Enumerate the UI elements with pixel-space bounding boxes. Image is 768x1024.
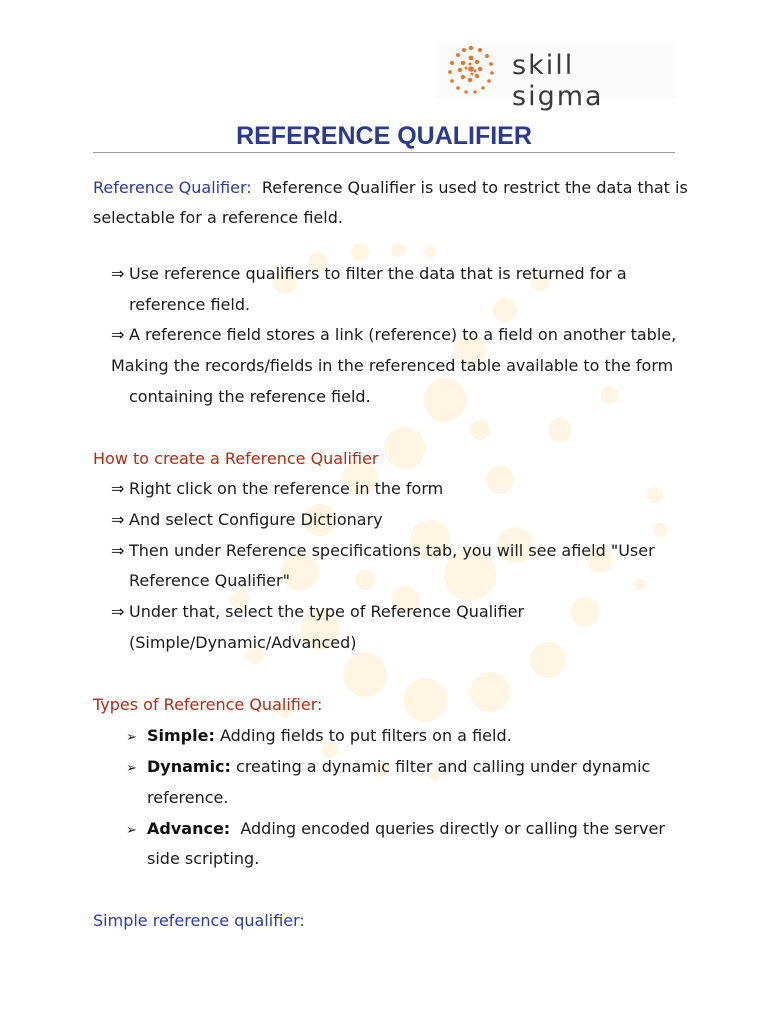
triangle-bullet-icon: ➢ — [126, 823, 137, 838]
list-item-continuation: side scripting. — [147, 849, 260, 868]
section-heading-types: Types of Reference Qualifier: — [93, 695, 323, 714]
list-item-advance: ➢ Advance: Adding encoded queries directly or calling the server — [126, 819, 665, 841]
list-item-continuation: Reference Qualifier" — [129, 571, 290, 590]
arrow-icon: ⇒ — [111, 264, 125, 283]
list-item-simple: ➢ Simple: Adding fields to put filters on a field. — [126, 726, 512, 748]
list-item: ⇒ A reference field stores a link (reference) to a field on another table, — [111, 325, 677, 344]
list-item-dynamic: ➢ Dynamic: creating a dynamic filter and calling under dynamic — [126, 757, 650, 779]
intro-text-2: selectable for a reference field. — [93, 208, 343, 227]
arrow-icon: ⇒ — [111, 541, 125, 560]
page-title: REFERENCE QUALIFIER — [236, 122, 532, 150]
list-item-continuation: reference field. — [129, 295, 251, 314]
arrow-icon: ⇒ — [111, 325, 125, 344]
list-item: ⇒ And select Configure Dictionary — [111, 510, 383, 529]
list-item-continuation: Making the records/fields in the referenced table available to the form — [111, 356, 674, 375]
list-item-continuation: reference. — [147, 788, 229, 807]
skill-sigma-swirl-icon — [444, 44, 498, 96]
section-heading-how-to: How to create a Reference Qualifier — [93, 449, 379, 468]
intro-text-1: Reference Qualifier is used to restrict the data that is — [261, 178, 688, 197]
arrow-icon: ⇒ — [111, 479, 125, 498]
brand-name: skill sigma — [512, 50, 604, 112]
section-heading-simple: Simple reference qualifier: — [93, 911, 305, 930]
intro-line-1 — [93, 178, 688, 198]
list-item: ⇒ Then under Reference specifications tab, you will see afield "User — [111, 541, 655, 560]
triangle-bullet-icon: ➢ — [126, 761, 137, 776]
list-item: ⇒ Under that, select the type of Reference Qualifier — [111, 602, 525, 621]
triangle-bullet-icon: ➢ — [126, 730, 137, 745]
arrow-icon: ⇒ — [111, 510, 125, 529]
title-underline — [93, 152, 675, 153]
list-item: ⇒ Right click on the reference in the form — [111, 479, 444, 498]
list-item-continuation: (Simple/Dynamic/Advanced) — [129, 633, 357, 652]
list-item: ⇒ Use reference qualifiers to filter the data that is returned for a — [111, 264, 627, 283]
arrow-icon: ⇒ — [111, 602, 125, 621]
intro-label: Reference Qualifier: — [93, 178, 252, 197]
brand-logo — [436, 42, 676, 112]
list-item-continuation: containing the reference field. — [129, 387, 371, 406]
